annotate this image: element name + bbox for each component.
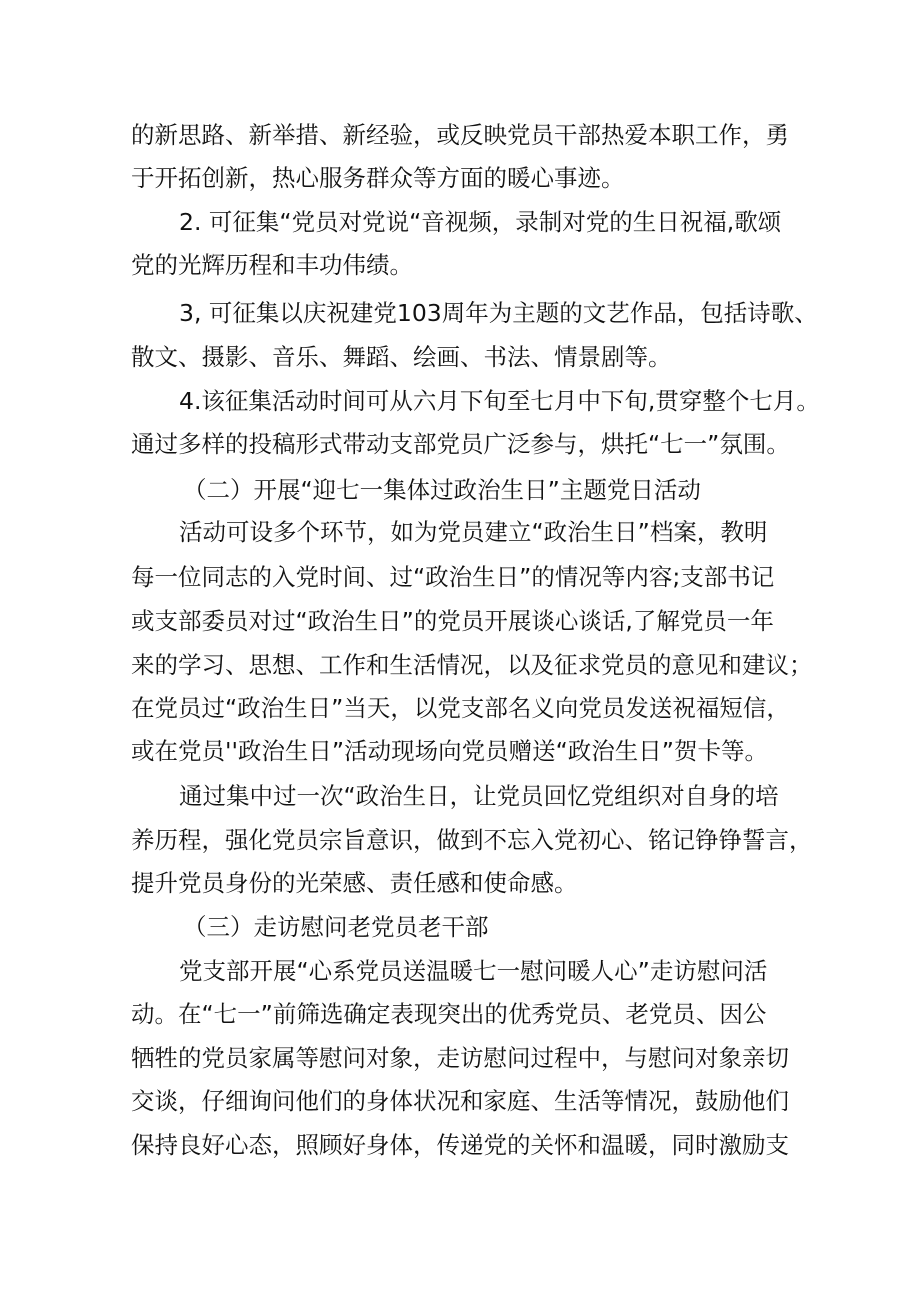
text-line: 散文、摄影、音乐、舞蹈、绘画、书法、情景剧等。	[131, 343, 672, 371]
text-line: 提升党员身份的光荣感、责任感和使命感。	[131, 869, 578, 897]
text-line: 通过多样的投稿形式带动支部党员广泛参与，烘托“七一”氛围。	[131, 430, 790, 458]
text-line: 牺牲的党员家属等慰问对象，走访慰问过程中，与慰问对象亲切	[131, 1044, 789, 1072]
text-line: 在党员过“政治生日”当天，以党支部名义向党员发送祝福短信，	[131, 694, 790, 722]
text-line: 党支部开展“心系党员送温暖七一慰问暖人心”走访慰问活	[179, 957, 768, 985]
text-line: 于开拓创新，热心服务群众等方面的暖心事迹。	[131, 164, 625, 192]
text-line: 活动可设多个环节，如为党员建立“政治生日”档案，教明	[179, 518, 768, 546]
text-line: 党的光辉历程和丰功伟绩。	[131, 251, 413, 279]
text-line: 通过集中过一次“政治生日，让党员回忆党组织对自身的培	[179, 782, 779, 810]
text-line: 动。在“七一”前筛选确定表现突出的优秀党员、老党员、因公	[131, 1000, 767, 1028]
text-line: 每一位同志的入党时间、过“政治生日”的情况等内容;支部书记	[131, 563, 775, 591]
text-line: 保持良好心态，照顾好身体，传递党的关怀和温暖，同时激励支	[131, 1131, 789, 1159]
text-line: 养历程，强化党员宗旨意识，做到不忘入党初心、铭记铮铮誓言，	[131, 826, 813, 854]
text-line: 交谈，仔细询问他们的身体状况和家庭、生活等情况，鼓励他们	[131, 1087, 789, 1115]
section-heading: （三）走访慰问老党员老干部	[183, 913, 489, 941]
text-line: 2. 可征集“党员对党说“音视频，录制对党的生日祝福,歌颂	[179, 208, 782, 236]
text-line: 的新思路、新举措、新经验，或反映党员干部热爱本职工作，勇	[131, 121, 789, 149]
text-line: 或支部委员对过“政治生日”的党员开展谈心谈话,了解党员一年	[131, 607, 774, 635]
section-heading: （二）开展“迎七一集体过政治生日”主题党日活动	[183, 476, 701, 504]
text-line: 4.该征集活动时间可从六月下旬至七月中下旬,贯穿整个七月。	[179, 387, 820, 415]
text-line: 或在党员''政治生日”活动现场向党员赠送“政治生日”贺卡等。	[131, 737, 768, 765]
text-line: 3, 可征集以庆祝建党103周年为主题的文艺作品，包括诗歌、	[179, 299, 818, 327]
text-line: 来的学习、思想、工作和生活情况，以及征求党员的意见和建议；	[131, 651, 813, 679]
